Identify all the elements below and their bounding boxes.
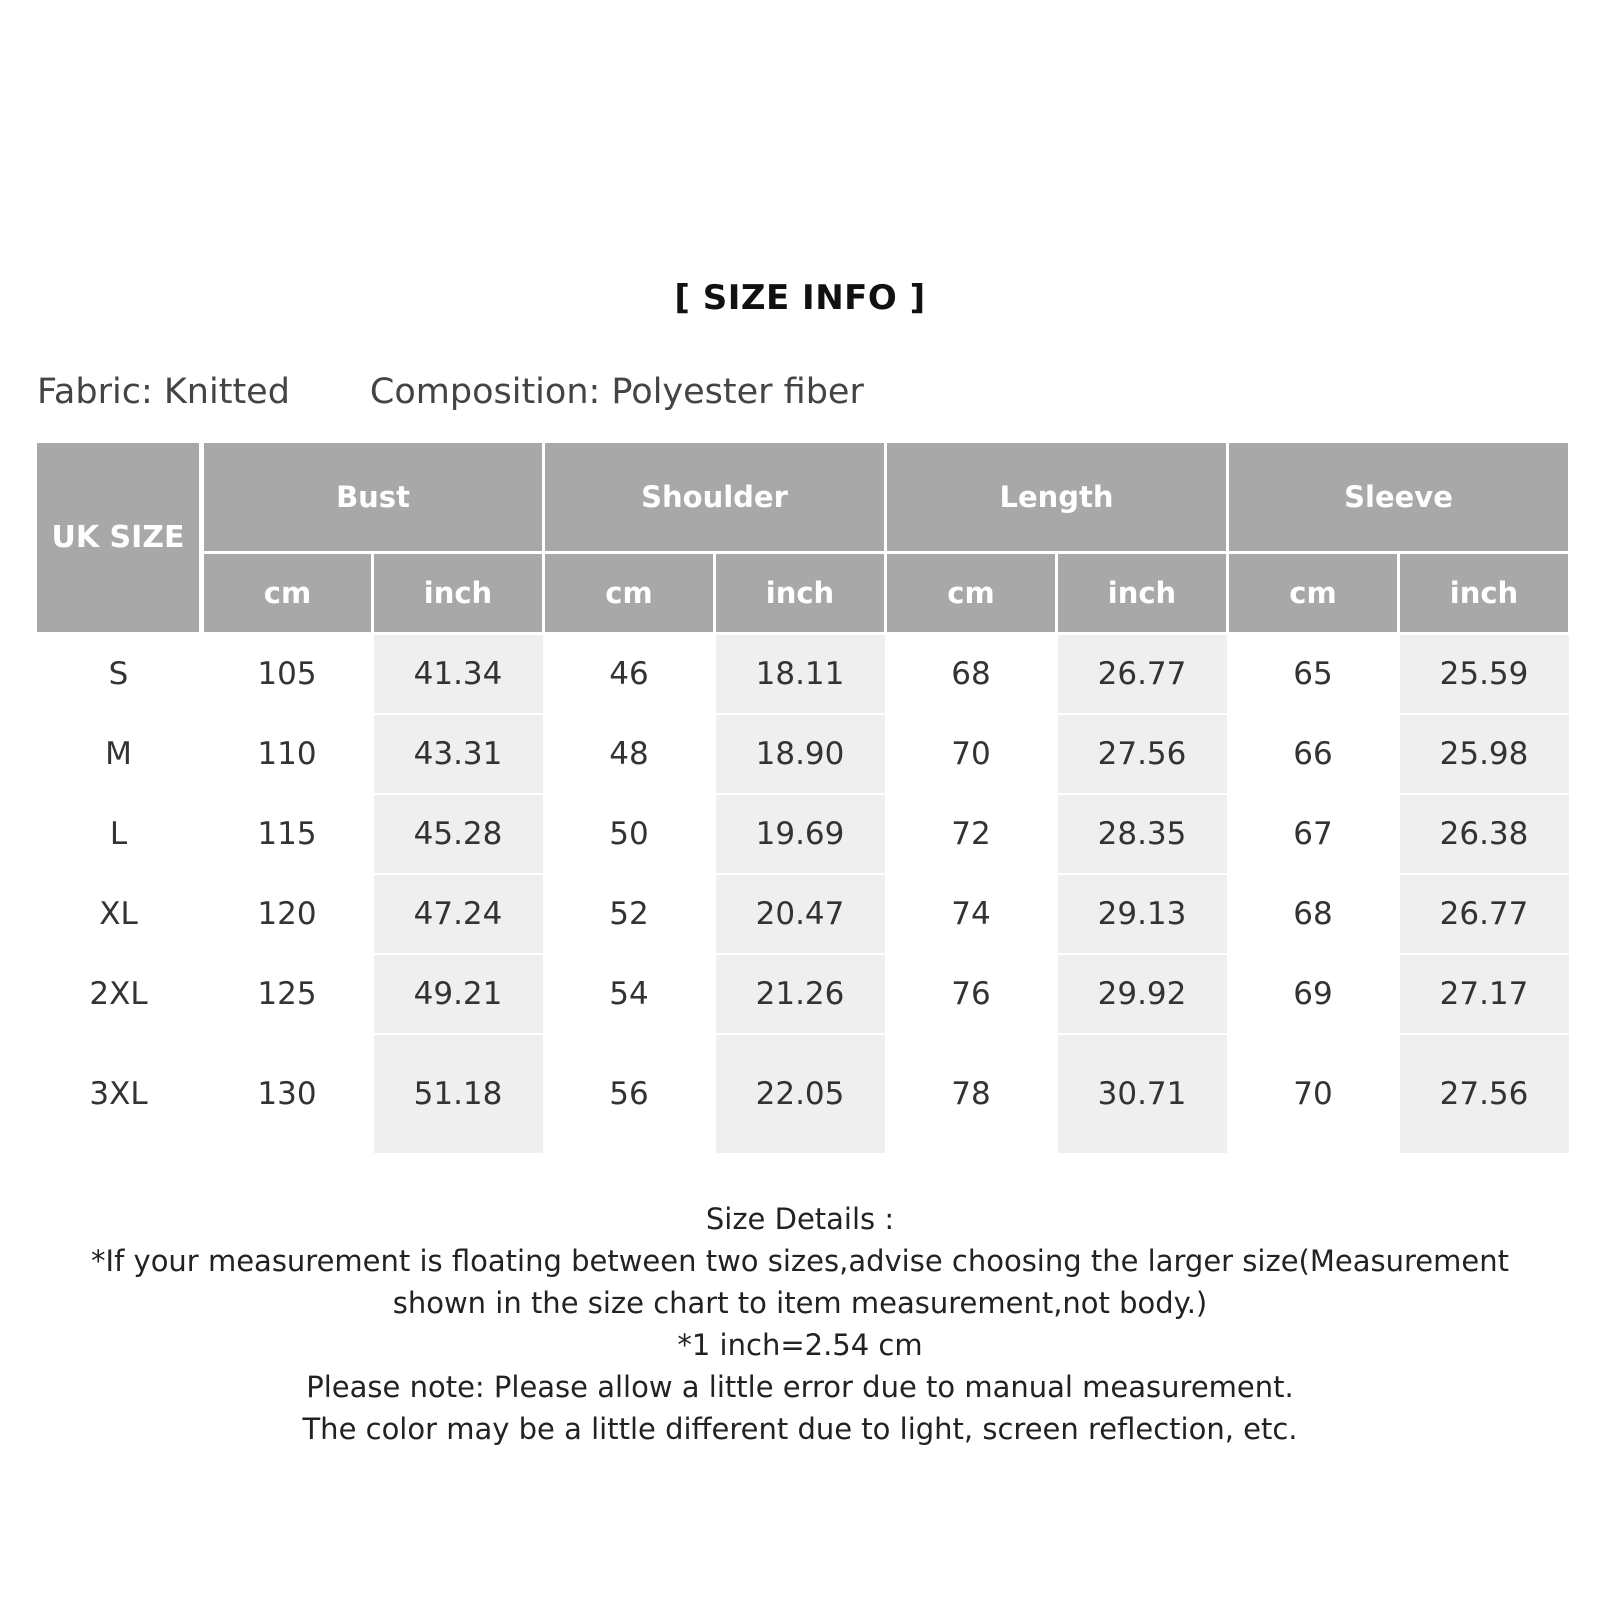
unit-header: inch <box>1057 553 1228 634</box>
unit-header: cm <box>1228 553 1399 634</box>
cm-value-cell: 70 <box>1228 1034 1399 1154</box>
inch-value-cell: 21.26 <box>715 954 886 1034</box>
notes-line: *If your measurement is floating between two sizes,advise choosing the larger size(Measurement shown in the size chart to item measurement,not body.) <box>91 1244 1509 1320</box>
inch-value-cell: 25.59 <box>1399 634 1570 715</box>
composition-label: Composition: Polyester fiber <box>369 372 864 412</box>
inch-value-cell: 49.21 <box>373 954 544 1034</box>
inch-value-cell: 47.24 <box>373 874 544 954</box>
table-row <box>36 634 1570 715</box>
table-row <box>36 1034 1570 1154</box>
cm-value-cell: 65 <box>1228 634 1399 715</box>
table-row <box>36 714 1570 794</box>
inch-value-cell: 28.35 <box>1057 794 1228 874</box>
cm-value-cell: 67 <box>1228 794 1399 874</box>
unit-header: cm <box>202 553 373 634</box>
size-cell: S <box>36 634 202 715</box>
cm-value-cell: 70 <box>886 714 1057 794</box>
inch-value-cell: 27.56 <box>1399 1034 1570 1154</box>
cm-value-cell: 68 <box>1228 874 1399 954</box>
size-column-header: UK SIZE <box>36 442 202 634</box>
unit-header: inch <box>1399 553 1570 634</box>
cm-value-cell: 110 <box>202 714 373 794</box>
table-header-groups <box>36 442 1570 553</box>
header-length: Length <box>886 442 1228 553</box>
cm-value-cell: 50 <box>544 794 715 874</box>
table-header-units <box>36 553 1570 634</box>
inch-value-cell: 27.17 <box>1399 954 1570 1034</box>
notes-line: *1 inch=2.54 cm <box>677 1328 923 1362</box>
unit-header: inch <box>715 553 886 634</box>
header-bust: Bust <box>202 442 544 553</box>
unit-header: cm <box>544 553 715 634</box>
size-cell: XL <box>36 874 202 954</box>
size-cell: 2XL <box>36 954 202 1034</box>
inch-value-cell: 30.71 <box>1057 1034 1228 1154</box>
cm-value-cell: 56 <box>544 1034 715 1154</box>
unit-header: inch <box>373 553 544 634</box>
table-row <box>36 954 1570 1034</box>
inch-value-cell: 18.11 <box>715 634 886 715</box>
cm-value-cell: 68 <box>886 634 1057 715</box>
inch-value-cell: 26.77 <box>1399 874 1570 954</box>
cm-value-cell: 115 <box>202 794 373 874</box>
header-shoulder: Shoulder <box>544 442 886 553</box>
cm-value-cell: 74 <box>886 874 1057 954</box>
inch-value-cell: 26.38 <box>1399 794 1570 874</box>
inch-value-cell: 51.18 <box>373 1034 544 1154</box>
page-title: [ SIZE INFO ] <box>674 278 926 318</box>
inch-value-cell: 22.05 <box>715 1034 886 1154</box>
cm-value-cell: 76 <box>886 954 1057 1034</box>
cm-value-cell: 125 <box>202 954 373 1034</box>
inch-value-cell: 20.47 <box>715 874 886 954</box>
cm-value-cell: 54 <box>544 954 715 1034</box>
table-row <box>36 874 1570 954</box>
cm-value-cell: 46 <box>544 634 715 715</box>
inch-value-cell: 25.98 <box>1399 714 1570 794</box>
cm-value-cell: 78 <box>886 1034 1057 1154</box>
size-cell: 3XL <box>36 1034 202 1154</box>
cm-value-cell: 105 <box>202 634 373 715</box>
size-cell: M <box>36 714 202 794</box>
size-cell: L <box>36 794 202 874</box>
notes-line: The color may be a little different due to light, screen reflection, etc. <box>302 1412 1298 1446</box>
cm-value-cell: 130 <box>202 1034 373 1154</box>
cm-value-cell: 52 <box>544 874 715 954</box>
cm-value-cell: 48 <box>544 714 715 794</box>
table-row <box>36 794 1570 874</box>
cm-value-cell: 72 <box>886 794 1057 874</box>
inch-value-cell: 43.31 <box>373 714 544 794</box>
cm-value-cell: 66 <box>1228 714 1399 794</box>
inch-value-cell: 45.28 <box>373 794 544 874</box>
header-sleeve: Sleeve <box>1228 442 1570 553</box>
fabric-label: Fabric: Knitted <box>37 372 290 412</box>
cm-value-cell: 69 <box>1228 954 1399 1034</box>
inch-value-cell: 27.56 <box>1057 714 1228 794</box>
fabric-composition-line <box>37 372 864 412</box>
inch-value-cell: 26.77 <box>1057 634 1228 715</box>
inch-value-cell: 41.34 <box>373 634 544 715</box>
inch-value-cell: 29.92 <box>1057 954 1228 1034</box>
inch-value-cell: 29.13 <box>1057 874 1228 954</box>
unit-header: cm <box>886 553 1057 634</box>
size-table <box>34 440 1571 1155</box>
size-details-notes <box>60 1198 1540 1450</box>
notes-line: Please note: Please allow a little error due to manual measurement. <box>306 1370 1294 1404</box>
inch-value-cell: 19.69 <box>715 794 886 874</box>
notes-heading: Size Details : <box>705 1202 895 1236</box>
inch-value-cell: 18.90 <box>715 714 886 794</box>
cm-value-cell: 120 <box>202 874 373 954</box>
